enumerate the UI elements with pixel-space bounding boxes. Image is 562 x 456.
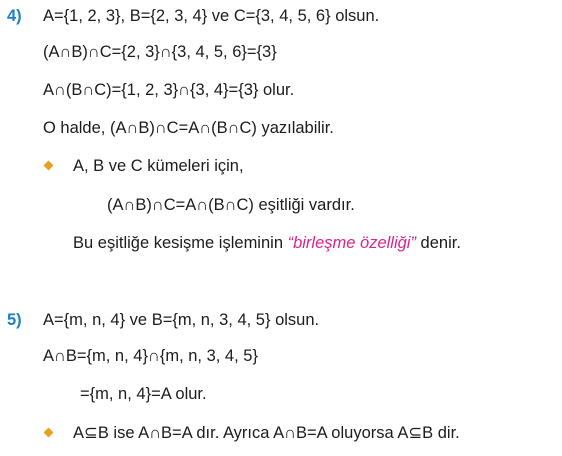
example-5-number: 5): [7, 311, 22, 329]
example-5-intersection: A∩B={m, n, 4}∩{m, n, 3, 4, 5}: [43, 347, 258, 365]
example-5-result: ={m, n, 4}=A olur.: [80, 385, 207, 403]
example-5-given-sets: A={m, n, 4} ve B={m, n, 3, 4, 5} olsun.: [43, 311, 320, 329]
example-4-associative-formula: (A∩B)∩C=A∩(B∩C) eşitliği vardır.: [107, 196, 355, 214]
example-4-number: 4): [7, 7, 22, 25]
example-4-right-grouping: A∩(B∩C)={1, 2, 3}∩{3, 4}={3} olur.: [43, 81, 295, 99]
associative-property-term: “birleşme özelliği”: [287, 234, 416, 252]
example-4-given-sets: A={1, 2, 3}, B={2, 3, 4} ve C={3, 4, 5, 6} olsun.: [43, 7, 380, 25]
example-4-property-note: [73, 232, 461, 254]
diamond-bullet-icon: [44, 428, 54, 438]
note-text-before: Bu eşitliğe kesişme işleminin: [73, 234, 288, 252]
note-text-after: denir.: [415, 234, 461, 252]
example-4-left-grouping: (A∩B)∩C={2, 3}∩{3, 4, 5, 6}={3}: [43, 43, 277, 61]
example-5-subset-rule: A⊆B ise A∩B=A dır. Ayrıca A∩B=A oluyorsa A⊆B dir.: [73, 424, 460, 442]
diamond-bullet-icon: [44, 161, 54, 171]
example-4-bullet-text: A, B ve C kümeleri için,: [73, 157, 244, 175]
example-4-conclusion: O halde, (A∩B)∩C=A∩(B∩C) yazılabilir.: [43, 119, 334, 137]
